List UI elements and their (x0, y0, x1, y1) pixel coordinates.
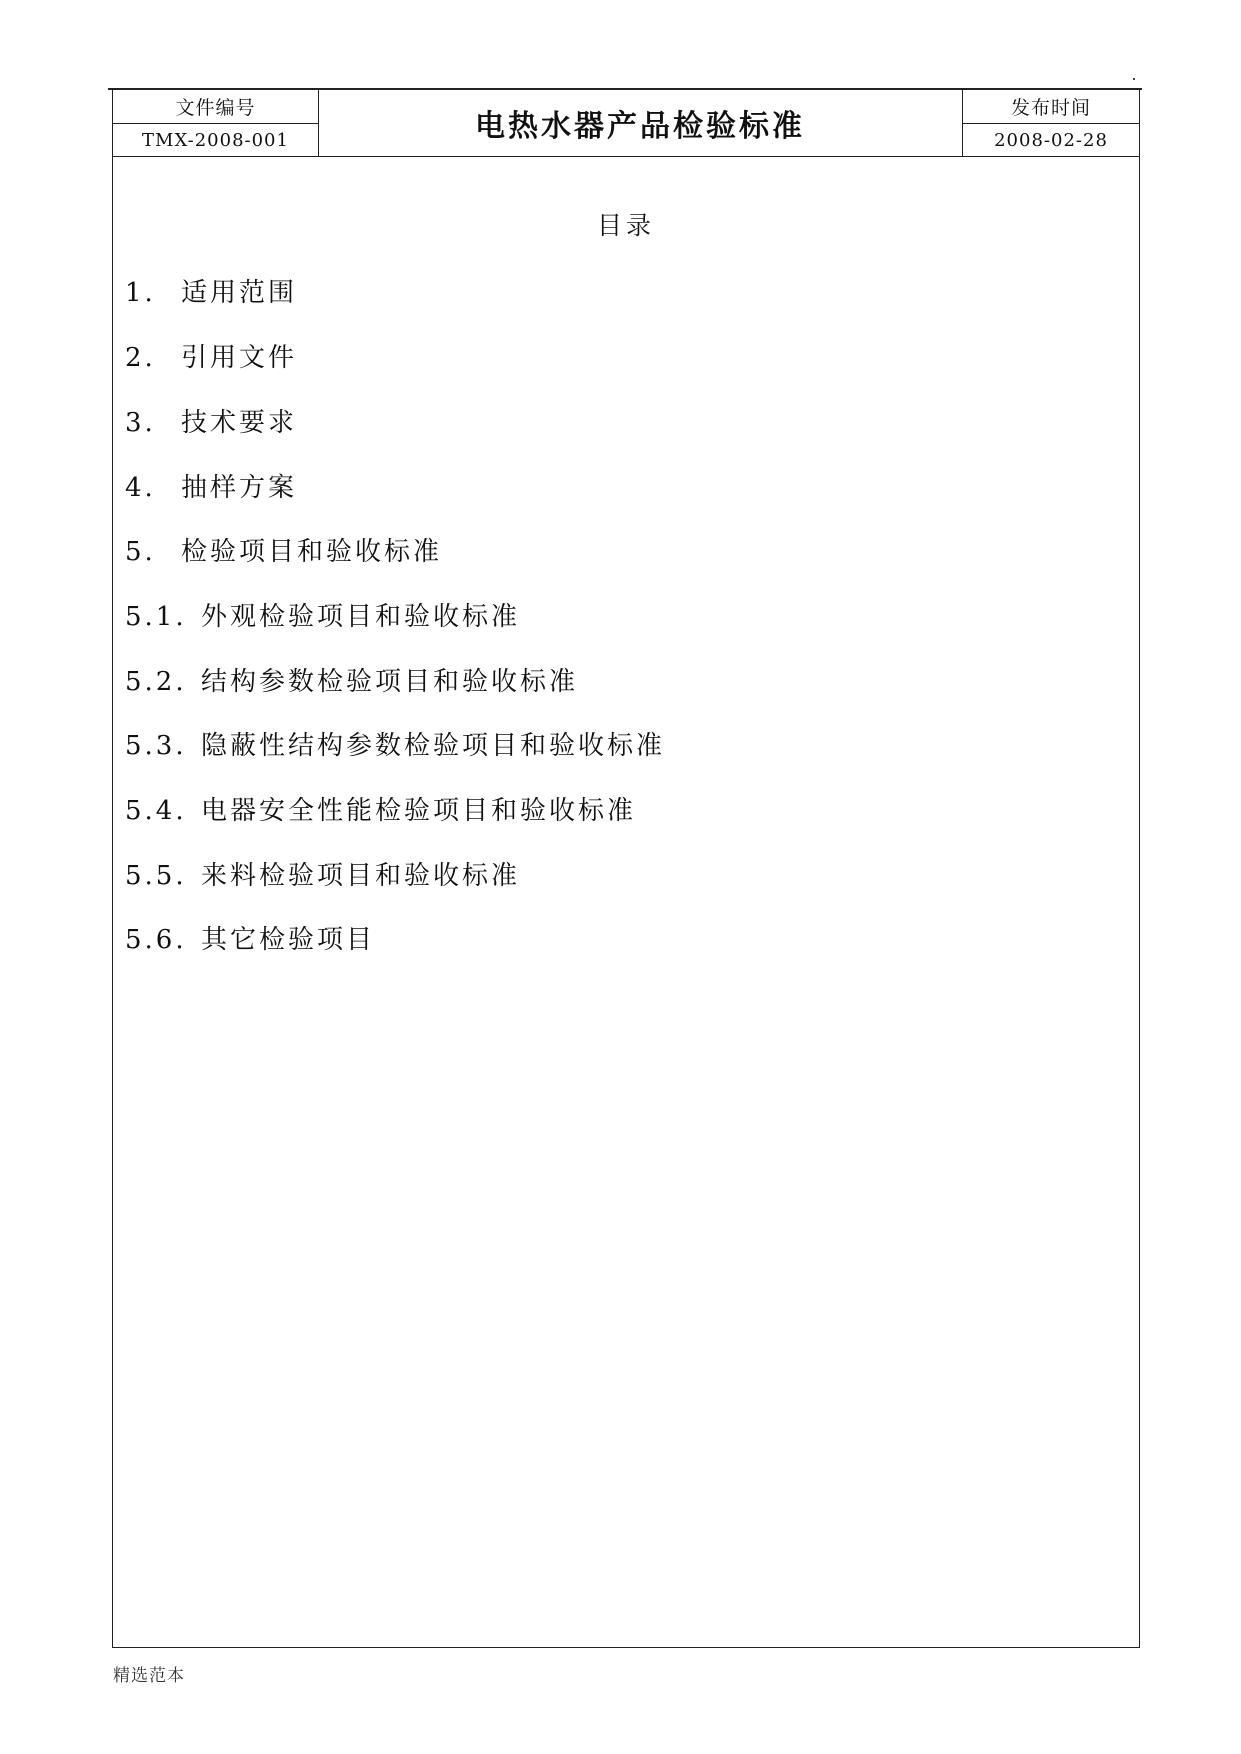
document-title: 电热水器产品检验标准 (475, 109, 805, 144)
toc-item-text: 来料检验项目和验收标准 (201, 861, 521, 891)
toc-item (125, 402, 297, 439)
toc-item-number: 4. (125, 473, 156, 503)
toc-item-text: 电器安全性能检验项目和验收标准 (201, 796, 637, 826)
doc-number-value: TMX-2008-001 (142, 129, 289, 151)
toc-item-text: 引用文件 (181, 343, 298, 373)
toc-item-text: 隐蔽性结构参数检验项目和验收标准 (201, 731, 666, 761)
release-date-label: 发布时间 (1010, 97, 1091, 119)
toc-item-number: 5.3. (125, 731, 187, 761)
toc-item-number: 5.2. (125, 667, 187, 697)
footer-text: 精选范本 (113, 1666, 185, 1686)
toc-item-number: 5. (125, 537, 156, 567)
corner-mark (1133, 78, 1135, 80)
toc-item (125, 919, 375, 956)
toc-item (125, 855, 520, 892)
toc-item (125, 725, 665, 762)
toc-item (125, 790, 636, 827)
toc-item (125, 337, 297, 374)
toc-item-number: 2. (125, 343, 156, 373)
toc-item (125, 661, 578, 698)
doc-number-label: 文件编号 (175, 97, 256, 119)
toc-item (125, 272, 297, 309)
toc-item-text: 抽样方案 (181, 473, 298, 503)
toc-item-text: 其它检验项目 (201, 925, 376, 955)
toc-item-number: 1. (125, 278, 156, 308)
toc-item-text: 适用范围 (181, 278, 298, 308)
toc-item-text: 检验项目和验收标准 (181, 537, 443, 567)
toc-item (125, 531, 442, 568)
document-header (113, 90, 1139, 157)
document-frame (112, 89, 1140, 1648)
release-date-value: 2008-02-28 (994, 129, 1108, 151)
toc-item-text: 外观检验项目和验收标准 (201, 602, 521, 632)
toc-item-number: 5.4. (125, 796, 187, 826)
toc-item (125, 596, 520, 633)
toc-item-text: 技术要求 (181, 408, 298, 438)
toc-item-number: 3. (125, 408, 156, 438)
toc-item-number: 5.1. (125, 602, 187, 632)
toc-heading: 目录 (596, 211, 655, 240)
toc-item-number: 5.6. (125, 925, 187, 955)
toc-item-number: 5.5. (125, 861, 187, 891)
toc-item (125, 467, 297, 504)
toc-item-text: 结构参数检验项目和验收标准 (201, 667, 579, 697)
